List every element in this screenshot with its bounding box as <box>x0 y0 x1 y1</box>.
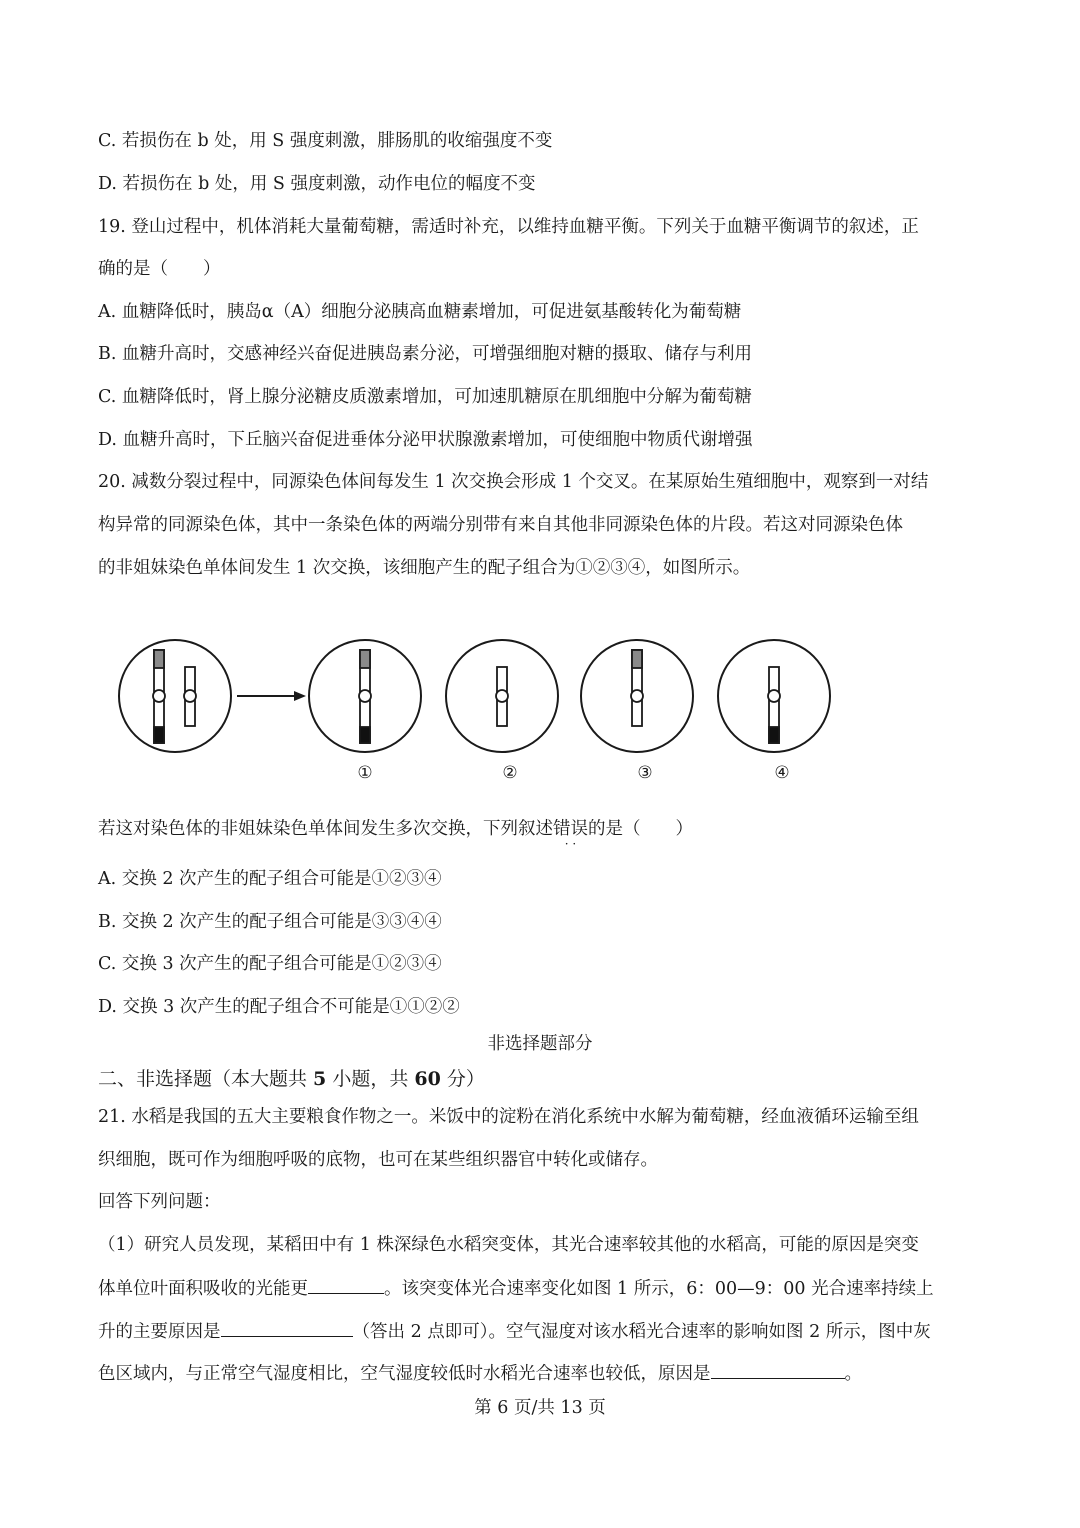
q19-option-c: C. 血糖降低时，肾上腺分泌糖皮质激素增加，可加速肌糖原在肌细胞中分解为葡萄糖 <box>98 387 752 407</box>
q19-option-d: D. 血糖升高时，下丘脑兴奋促进垂体分泌甲状腺激素增加，可使细胞中物质代谢增强 <box>98 430 753 450</box>
arrow-right-icon <box>237 691 306 701</box>
q18-option-c: C. 若损伤在 b 处，用 S 强度刺激，腓肠肌的收缩强度不变 <box>98 131 553 151</box>
q18-option-d: D. 若损伤在 b 处，用 S 强度刺激，动作电位的幅度不变 <box>98 174 536 194</box>
gamete-2-chromosome <box>496 667 508 726</box>
q19-stem-line1: 19. 登山过程中，机体消耗大量葡萄糖，需适时补充，以维持血糖平衡。下列关于血糖平衡调节的叙述，正 <box>98 217 919 237</box>
q20-question: 若这对染色体的非姐妹染色单体间发生多次交换，下列叙述错误 · · 的是（ ） <box>98 819 693 851</box>
chromosome-short <box>184 667 196 726</box>
q19-option-a: A. 血糖降低时，胰岛α（A）细胞分泌胰高血糖素增加，可促进氨基酸转化为葡萄糖 <box>98 302 742 322</box>
chromosome-long <box>153 650 165 743</box>
q21-line2: 织细胞，既可作为细胞呼吸的底物，也可在某些组织器官中转化或储存。 <box>98 1150 658 1170</box>
answer-blank <box>221 1318 353 1337</box>
answer-blank <box>308 1275 384 1294</box>
page-footer: 第 6 页/共 13 页 <box>474 1398 606 1418</box>
q20-option-a: A. 交换 2 次产生的配子组合可能是①②③④ <box>98 869 442 889</box>
q21-line1: 21. 水稻是我国的五大主要粮食作物之一。米饭中的淀粉在消化系统中水解为葡萄糖，经血液循环运输至组 <box>98 1107 919 1127</box>
gamete-3-chromosome <box>631 650 643 726</box>
gamete-4-chromosome <box>768 667 780 743</box>
cell-before <box>119 640 231 752</box>
q20-option-d: D. 交换 3 次产生的配子组合不可能是①①②② <box>98 997 460 1017</box>
q21-part1-line4: 色区域内，与正常空气湿度相比，空气湿度较低时水稻光合速率也较低，原因是 。 <box>98 1360 862 1386</box>
q20-option-b: B. 交换 2 次产生的配子组合可能是③③④④ <box>98 912 442 932</box>
section-title: 非选择题部分 <box>487 1034 593 1054</box>
answer-blank <box>711 1360 845 1379</box>
label-4: ④ <box>774 763 790 783</box>
chromosome-crossover-figure <box>110 630 850 790</box>
label-2: ② <box>502 763 518 783</box>
label-3: ③ <box>637 763 653 783</box>
emphasis-word: 错误 · · <box>553 819 588 851</box>
label-1: ① <box>357 763 373 783</box>
q21-line3: 回答下列问题： <box>98 1192 221 1212</box>
q21-part1-line2: 体单位叶面积吸收的光能更 。该突变体光合速率变化如图 1 所示，6：00—9：00 光合速率持续上 <box>98 1275 934 1301</box>
q19-option-b: B. 血糖升高时，交感神经兴奋促进胰岛素分泌，可增强细胞对糖的摄取、储存与利用 <box>98 344 752 364</box>
q21-part1-line3: 升的主要原因是 （答出 2 点即可）。空气湿度对该水稻光合速率的影响如图 2 所示，图中灰 <box>98 1318 931 1344</box>
q20-option-c: C. 交换 3 次产生的配子组合可能是①②③④ <box>98 954 442 974</box>
q20-stem-line3: 的非姐妹染色单体间发生 1 次交换，该细胞产生的配子组合为①②③④，如图所示。 <box>98 558 751 578</box>
q21-part1-line1: （1）研究人员发现，某稻田中有 1 株深绿色水稻突变体，其光合速率较其他的水稻高，可能的原因是突变 <box>98 1235 919 1255</box>
gamete-1-chromosome <box>359 650 371 743</box>
q20-stem-line2: 构异常的同源染色体，其中一条染色体的两端分别带有来自其他非同源染色体的片段。若这对同源染色体 <box>98 515 903 535</box>
section-heading: 二、非选择题（本大题共 5 小题，共 60 分） <box>98 1068 485 1090</box>
q20-stem-line1: 20. 减数分裂过程中，同源染色体间每发生 1 次交换会形成 1 个交叉。在某原始生殖细胞中，观察到一对结 <box>98 472 929 492</box>
q19-stem-line2: 确的是（ ） <box>98 259 221 279</box>
